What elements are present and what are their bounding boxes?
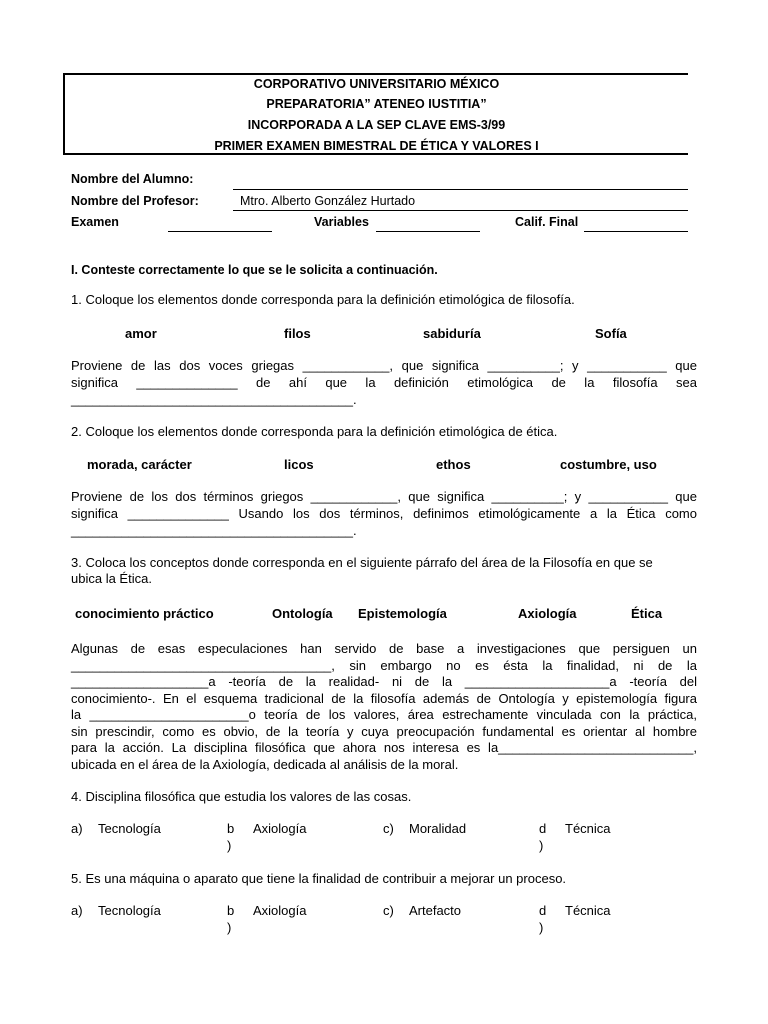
profesor-field-line: [233, 210, 688, 211]
q4-option-d-letter[interactable]: d: [539, 821, 547, 836]
q4-option-c-text[interactable]: Moralidad: [409, 821, 467, 836]
calif-field[interactable]: [584, 231, 688, 232]
alumno-label: Nombre del Alumno:: [71, 172, 194, 186]
examen-field[interactable]: [168, 231, 272, 232]
q3-line-7: para la acción. La disciplina filosófica que ahora nos interesa es la___________________________,: [71, 740, 697, 755]
q4-option-b-letter[interactable]: b: [227, 821, 235, 836]
q2-word-3: ethos: [436, 457, 471, 472]
q2-prompt: 2. Coloque los elementos donde corresponda para la definición etimológica de ética.: [71, 424, 558, 439]
q3-word-2: Ontología: [272, 606, 333, 621]
q1-word-3: sabiduría: [423, 326, 481, 341]
q3-line-5: la ______________________o teoría de los valores, área estrechamente vinculada con la práctica,: [71, 707, 697, 722]
q5-option-d-letter[interactable]: d: [539, 903, 547, 918]
q2-line-1: Proviene de los dos términos griegos ____________, que significa __________; y ___________ que: [71, 489, 697, 504]
q4-option-b-paren: ): [227, 838, 232, 853]
q4-option-d-paren: ): [539, 838, 544, 853]
section-title: I. Conteste correctamente lo que se le solicita a continuación.: [71, 263, 438, 277]
q5-prompt: 5. Es una máquina o aparato que tiene la finalidad de contribuir a mejorar un proceso.: [71, 871, 567, 886]
q4-option-c-letter[interactable]: c): [383, 821, 394, 836]
calif-label: Calif. Final: [515, 215, 579, 229]
q3-line-3: ___________________a -teoría de la realidad- ni de la ____________________a -teoría del: [71, 674, 697, 689]
q5-option-a-text[interactable]: Tecnología: [98, 903, 161, 918]
q3-line-4: conocimiento-. En el esquema tradicional de la filosofía además de Ontología y epistemología figura: [71, 691, 697, 706]
q5-option-b-letter[interactable]: b: [227, 903, 235, 918]
header-line-2: PREPARATORIA” ATENEO IUSTITIA”: [266, 97, 487, 111]
variables-label: Variables: [314, 215, 369, 229]
q4-option-d-text[interactable]: Técnica: [565, 821, 611, 836]
q3-line-1: Algunas de esas especulaciones han servido de base a investigaciones que persiguen un: [71, 641, 697, 656]
q3-prompt-2: ubica la Ética.: [71, 571, 152, 586]
q2-line-3: _______________________________________.: [71, 523, 357, 538]
q1-line-2: significa ______________ de ahí que la definición etimológica de la filosofía sea: [71, 375, 697, 390]
q2-line-2: significa ______________ Usando los dos términos, definimos etimológicamente a la Ética como: [71, 506, 697, 521]
q1-word-2: filos: [284, 326, 311, 341]
q4-prompt: 4. Disciplina filosófica que estudia los valores de las cosas.: [71, 789, 412, 804]
q3-word-5: Ética: [631, 606, 663, 621]
q3-prompt-1: 3. Coloca los conceptos donde corresponda en el siguiente párrafo del área de la Filosofía en que se: [71, 555, 653, 570]
q5-option-b-paren: ): [227, 920, 232, 935]
q3-word-4: Axiología: [518, 606, 577, 621]
q4-option-a-text[interactable]: Tecnología: [98, 821, 161, 836]
q3-word-1: conocimiento práctico: [75, 606, 214, 621]
header-line-3: INCORPORADA A LA SEP CLAVE EMS-3/99: [247, 118, 506, 132]
q4-option-a-letter[interactable]: a): [71, 821, 83, 836]
q1-word-1: amor: [125, 326, 157, 341]
profesor-value: Mtro. Alberto González Hurtado: [240, 194, 416, 208]
q5-option-a-letter[interactable]: a): [71, 903, 83, 918]
variables-field[interactable]: [376, 231, 480, 232]
profesor-label: Nombre del Profesor:: [71, 194, 199, 208]
q3-line-2: ____________________________________, sin embargo no es ésta la finalidad, ni de la: [71, 658, 697, 673]
q5-option-d-paren: ): [539, 920, 544, 935]
q5-option-b-text[interactable]: Axiología: [253, 903, 307, 918]
q2-word-2: licos: [284, 457, 314, 472]
q5-option-d-text[interactable]: Técnica: [565, 903, 611, 918]
header-line-1: CORPORATIVO UNIVERSITARIO MÉXICO: [253, 77, 500, 91]
alumno-field[interactable]: [233, 189, 688, 190]
q4-option-b-text[interactable]: Axiología: [253, 821, 307, 836]
header-line-4: PRIMER EXAMEN BIMESTRAL DE ÉTICA Y VALORES I: [214, 139, 539, 153]
q3-line-8: ubicada en el área de la Axiología, dedicada al análisis de la moral.: [71, 757, 459, 772]
q3-word-3: Epistemología: [358, 606, 447, 621]
q1-line-1: Proviene de las dos voces griegas ____________, que significa __________; y ___________ que: [71, 358, 697, 373]
q5-option-c-text[interactable]: Artefacto: [409, 903, 462, 918]
q1-line-3: _______________________________________.: [71, 392, 357, 407]
q2-word-1: morada, carácter: [87, 457, 192, 472]
q3-line-6: sin prescindir, como es obvio, de la teoría y cuya preocupación fundamental es orientar al hombre: [71, 724, 697, 739]
q5-option-c-letter[interactable]: c): [383, 903, 394, 918]
q1-prompt: 1. Coloque los elementos donde corresponda para la definición etimológica de filosofía.: [71, 292, 575, 307]
examen-label: Examen: [71, 215, 119, 229]
q1-word-4: Sofía: [595, 326, 627, 341]
exam-header: [63, 73, 688, 155]
q2-word-4: costumbre, uso: [560, 457, 657, 472]
